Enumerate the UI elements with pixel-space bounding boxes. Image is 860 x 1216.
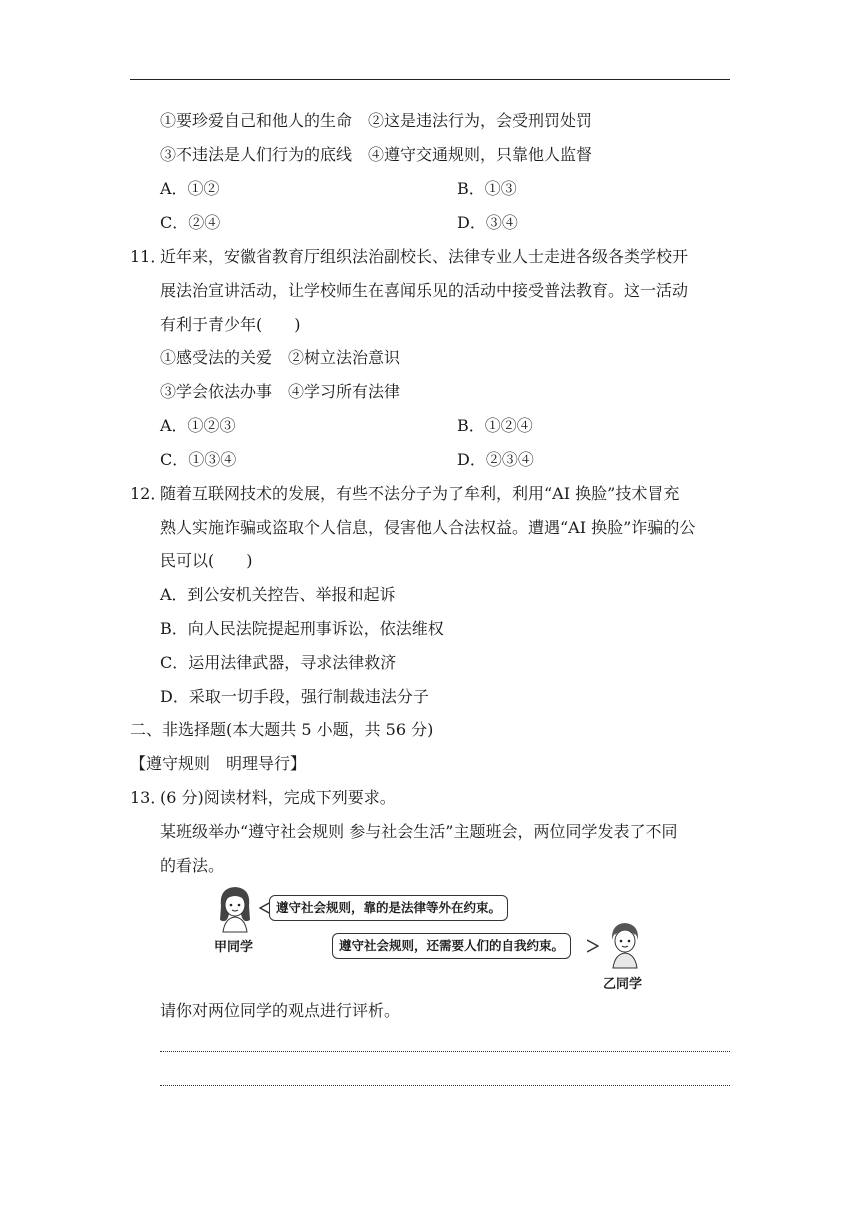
student-a-name: 甲同学: [214, 940, 254, 955]
q11-stem-line1: 近年来，安徽省教育厅组织法治副校长、法律专业人士走进各级各类学校开: [160, 247, 689, 266]
q12-option-a[interactable]: A．到公安机关控告、举报和起诉: [160, 585, 396, 604]
q12-option-d[interactable]: D．采取一切手段，强行制裁违法分子: [160, 687, 429, 706]
q11-statements-line2: ③学会依法办事 ④学习所有法律: [160, 382, 401, 401]
q11-stem-line3: 有利于青少年( ): [160, 315, 301, 334]
section2-title: 二、非选择题(本大题共 5 小题，共 56 分): [130, 720, 434, 739]
answer-line-2[interactable]: [160, 1085, 730, 1086]
header-rule: [130, 79, 730, 80]
section2-subtitle: 【遵守规则 明理导行】: [130, 754, 307, 773]
q11-number: 11．: [130, 247, 167, 266]
q11-option-d[interactable]: D．②③④: [457, 450, 534, 469]
q12-number: 12．: [130, 484, 167, 503]
student-b-name: 乙同学: [603, 977, 643, 992]
student-b-speech-bubble: 遵守社会规则，还需要人们的自我约束。: [332, 933, 571, 959]
q13-prompt: 请你对两位同学的观点进行评析。: [160, 1001, 401, 1020]
q11-option-c[interactable]: C．①③④: [160, 450, 237, 469]
bubble-b-pointer-icon: [587, 939, 599, 953]
q11-option-b[interactable]: B．①②④: [457, 416, 533, 435]
q12-option-c[interactable]: C．运用法律武器，寻求法律救济: [160, 653, 397, 672]
q13-stem: (6 分)阅读材料，完成下列要求。: [160, 788, 396, 807]
q10-option-a[interactable]: A．①②: [160, 179, 220, 198]
student-b-avatar-icon: [604, 920, 646, 970]
q13-number: 13．: [130, 788, 167, 807]
student-a-speech-bubble: 遵守社会规则，靠的是法律等外在约束。: [269, 895, 508, 921]
q10-option-b[interactable]: B．①③: [457, 179, 517, 198]
q13-material-line2: 的看法。: [160, 856, 225, 875]
q12-stem-line3: 民可以( ): [160, 551, 253, 570]
q10-statements-line2: ③不违法是人们行为的底线 ④遵守交通规则，只靠他人监督: [160, 145, 593, 164]
student-a-avatar-icon: [213, 884, 257, 934]
q12-stem-line1: 随着互联网技术的发展，有些不法分子为了牟利，利用“AI 换脸”技术冒充: [160, 484, 680, 503]
q13-material-line1: 某班级举办“遵守社会规则 参与社会生活”主题班会，两位同学发表了不同: [160, 822, 678, 841]
q12-stem-line2: 熟人实施诈骗或盗取个人信息，侵害他人合法权益。遭遇“AI 换脸”诈骗的公: [160, 518, 696, 537]
q10-option-c[interactable]: C．②④: [160, 213, 221, 232]
q11-statements-line1: ①感受法的关爱 ②树立法治意识: [160, 348, 401, 367]
q13-illustration: [205, 878, 655, 993]
q10-statements-line1: ①要珍爱自己和他人的生命 ②这是违法行为，会受刑罚处罚: [160, 111, 593, 130]
q12-option-b[interactable]: B．向人民法院提起刑事诉讼，依法维权: [160, 619, 444, 638]
q11-option-a[interactable]: A．①②③: [160, 416, 236, 435]
q11-stem-line2: 展法治宣讲活动，让学校师生在喜闻乐见的活动中接受普法教育。这一活动: [160, 281, 689, 300]
q10-option-d[interactable]: D．③④: [457, 213, 518, 232]
answer-line-1[interactable]: [160, 1051, 730, 1052]
